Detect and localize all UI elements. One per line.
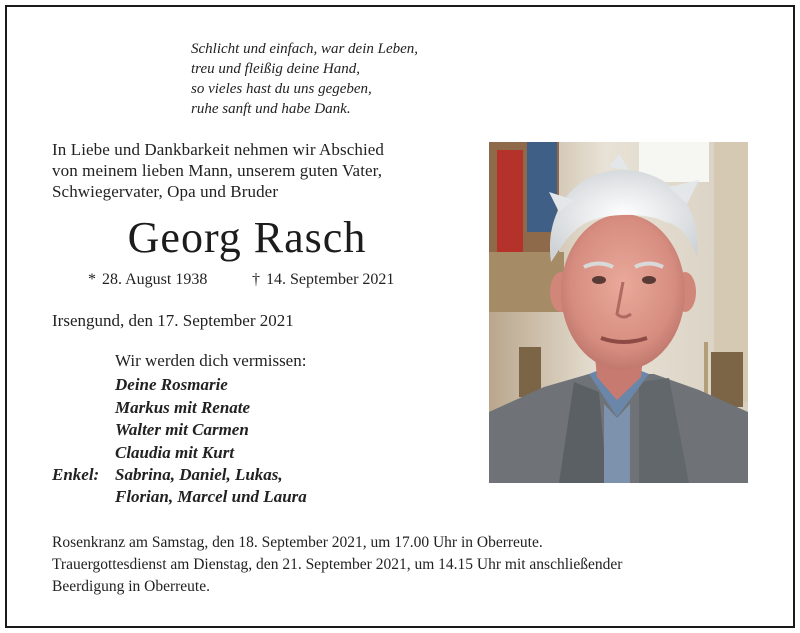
place-date: Irsengund, den 17. September 2021	[52, 311, 294, 330]
family-member: Walter mit Carmen	[115, 420, 249, 439]
intro-line: In Liebe und Dankbarkeit nehmen wir Abschied	[52, 140, 385, 159]
service-details	[52, 532, 752, 598]
family-list	[115, 374, 250, 464]
poem	[191, 39, 491, 119]
intro-line: von meinem lieben Mann, unserem guten Vater,	[52, 161, 383, 180]
rosary-line: Rosenkranz am Samstag, den 18. September 2021, um 17.00 Uhr in Oberreute.	[52, 534, 543, 551]
deceased-name: Georg Rasch	[127, 213, 367, 262]
intro-text	[52, 139, 472, 202]
birth-date: 28. August 1938	[102, 271, 208, 288]
poem-line: Schlicht und einfach, war dein Leben,	[191, 41, 419, 57]
death-date: 14. September 2021	[266, 271, 395, 288]
birth-star-icon: *	[88, 271, 96, 288]
birth-date-group	[88, 270, 207, 290]
family-member: Deine Rosmarie	[115, 375, 228, 394]
death-date-group	[252, 270, 394, 290]
missing-line: Wir werden dich vermissen:	[115, 351, 307, 370]
burial-line: Beerdigung in Oberreute.	[52, 578, 210, 595]
grandchildren-label: Enkel:	[52, 465, 100, 484]
family-member: Claudia mit Kurt	[115, 442, 235, 462]
grandchildren-line: Sabrina, Daniel, Lukas,	[115, 465, 283, 484]
cross-icon: †	[252, 271, 260, 288]
poem-line: so vieles hast du uns gegeben,	[191, 81, 372, 97]
funeral-line: Trauergottesdienst am Dienstag, den 21. September 2021, um 14.15 Uhr mit anschließender	[52, 556, 623, 573]
grandchildren-line: Florian, Marcel und Laura	[115, 487, 307, 506]
portrait-photo	[489, 142, 748, 483]
poem-line: treu und fleißig deine Hand,	[191, 61, 360, 77]
intro-line: Schwiegervater, Opa und Bruder	[52, 182, 279, 201]
grandchildren	[52, 464, 307, 508]
poem-line: ruhe sanft und habe Dank.	[191, 101, 351, 117]
family-member: Markus mit Renate	[115, 397, 251, 417]
